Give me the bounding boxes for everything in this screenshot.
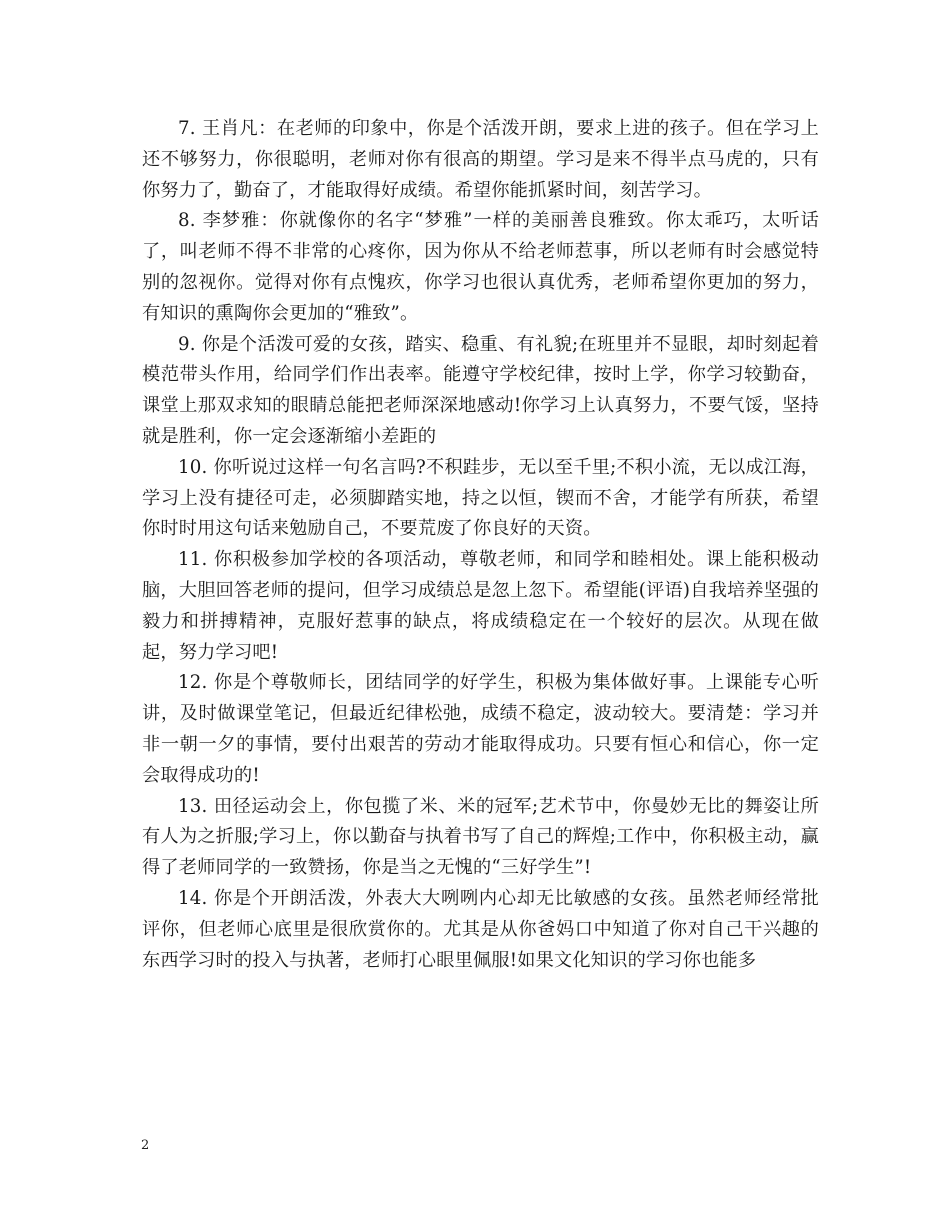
comment-paragraph-13: 13. 田径运动会上，你包揽了米、米的冠军;艺术节中，你曼妙无比的舞姿让所有人为之折服;学习上，你以勤奋与执着书写了自己的辉煌;工作中，你积极主动，赢得了老师同学的一致赞扬，你是当之无愧的“三好学生”! [142,795,819,879]
comment-paragraph-14: 14. 你是个开朗活泼，外表大大咧咧内心却无比敏感的女孩。虽然老师经常批评你，但老师心底里是很欣赏你的。尤其是从你爸妈口中知道了你对自己干兴趣的东西学习时的投入与执著，老师打心眼里佩服!如果文化知识的学习你也能多 [142,887,819,971]
page-number: 2 [141,1138,150,1153]
comment-paragraph-12: 12. 你是个尊敬师长，团结同学的好学生，积极为集体做好事。上课能专心听讲，及时做课堂笔记，但最近纪律松弛，成绩不稳定，波动较大。要清楚：学习并非一朝一夕的事情，要付出艰苦的劳动才能取得成功。只要有恒心和信心，你一定会取得成功的! [142,672,819,786]
comment-paragraph-7: 7. 王肖凡：在老师的印象中，你是个活泼开朗，要求上进的孩子。但在学习上还不够努力，你很聪明，老师对你有很高的期望。学习是来不得半点马虎的，只有你努力了，勤奋了，才能取得好成绩。希望你能抓紧时间，刻苦学习。 [142,118,819,201]
comment-paragraph-9: 9. 你是个活泼可爱的女孩，踏实、稳重、有礼貌;在班里并不显眼，却时刻起着模范带头作用，给同学们作出表率。能遵守学校纪律，按时上学，你学习较勤奋，课堂上那双求知的眼睛总能把老师深深地感动!你学习上认真努力，不要气馁，坚持就是胜利，你一定会逐渐缩小差距的 [142,333,819,447]
document-body [142,114,819,976]
comment-paragraph-8: 8. 李梦雅：你就像你的名字“梦雅”一样的美丽善良雅致。你太乖巧，太听话了，叫老师不得不非常的心疼你，因为你从不给老师惹事，所以老师有时会感觉特别的忽视你。觉得对你有点愧疚，你学习也很认真优秀，老师希望你更加的努力，有知识的熏陶你会更加的“雅致”。 [142,210,819,324]
comment-paragraph-10: 10. 你听说过这样一句名言吗?不积跬步，无以至千里;不积小流，无以成江海，学习上没有捷径可走，必须脚踏实地，持之以恒，锲而不舍，才能学有所获，希望你时时用这句话来勉励自己，不要荒废了你良好的天资。 [142,456,819,540]
comment-paragraph-11: 11. 你积极参加学校的各项活动，尊敬老师，和同学和睦相处。课上能积极动脑，大胆回答老师的提问，但学习成绩总是忽上忽下。希望能(评语)自我培养坚强的毅力和拼搏精神，克服好惹事的缺点，将成绩稳定在一个较好的层次。从现在做起，努力学习吧! [142,549,819,663]
